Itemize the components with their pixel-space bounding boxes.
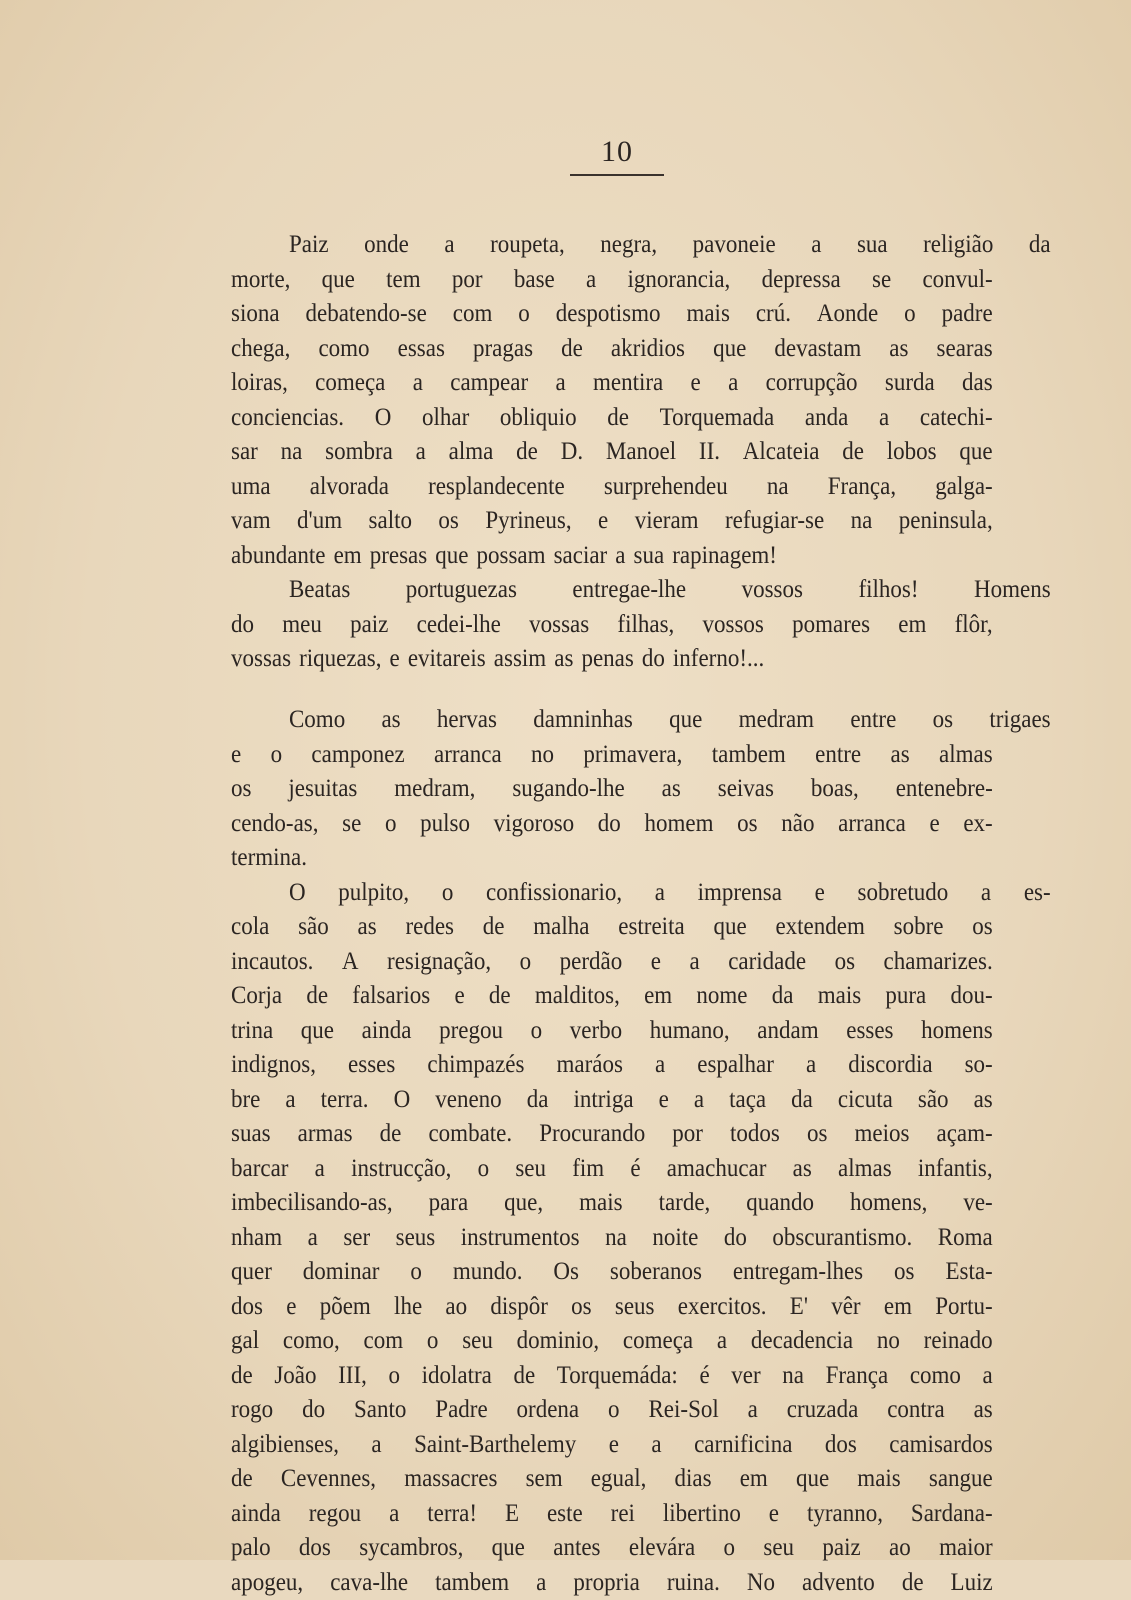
text-line: quer dominar o mundo. Os soberanos entregam-lhes os Esta- <box>231 1255 993 1290</box>
text-line: de Cevennes, massacres sem egual, dias em que mais sangue <box>231 1462 993 1497</box>
paragraph <box>231 573 993 677</box>
text-line: cola são as redes de malha estreita que extendem sobre os <box>231 910 993 945</box>
text-line: indignos, esses chimpazés maráos a espalhar a discordia so- <box>231 1048 993 1083</box>
text-block-top <box>231 228 993 677</box>
text-line: de João III, o idolatra de Torquemáda: é ver na França como a <box>231 1359 993 1394</box>
text-line: Paiz onde a roupeta, negra, pavoneie a sua religião da <box>231 228 1051 263</box>
text-line: vossas riquezas, e evitareis assim as penas do inferno!... <box>231 642 993 677</box>
text-line: palo dos sycambros, que antes elevára o seu paiz ao maior <box>231 1531 993 1566</box>
paragraph <box>231 876 993 1600</box>
text-line: Corja de falsarios e de malditos, em nome da mais pura dou- <box>231 979 993 1014</box>
text-line: chega, como essas pragas de akridios que devastam as searas <box>231 332 993 367</box>
text-line: apogeu, cava-lhe tambem a propria ruina. No advento de Luiz <box>231 1566 993 1600</box>
paragraph <box>231 703 993 876</box>
text-line: suas armas de combate. Procurando por todos os meios açam- <box>231 1117 993 1152</box>
text-line: O pulpito, o confissionario, a imprensa e sobretudo a es- <box>231 876 1051 911</box>
text-line: termina. <box>231 841 993 876</box>
text-line: uma alvorada resplandecente surprehendeu na França, galga- <box>231 470 993 505</box>
text-line: Beatas portuguezas entregae-lhe vossos filhos! Homens <box>231 573 1051 608</box>
text-block-bottom <box>231 703 993 1600</box>
page-number-rule <box>570 174 664 176</box>
text-line: rogo do Santo Padre ordena o Rei-Sol a cruzada contra as <box>231 1393 993 1428</box>
text-line: nham a ser seus instrumentos na noite do obscurantismo. Roma <box>231 1221 993 1256</box>
text-line: bre a terra. O veneno da intriga e a taça da cicuta são as <box>231 1083 993 1118</box>
paragraph <box>231 228 993 573</box>
page-number: 10 <box>570 132 664 172</box>
text-line: ainda regou a terra! E este rei libertino e tyranno, Sardana- <box>231 1497 993 1532</box>
text-line: vam d'um salto os Pyrineus, e vieram refugiar-se na peninsula, <box>231 504 993 539</box>
text-line: morte, que tem por base a ignorancia, depressa se convul- <box>231 263 993 298</box>
text-line: trina que ainda pregou o verbo humano, andam esses homens <box>231 1014 993 1049</box>
text-line: cendo-as, se o pulso vigoroso do homem os não arranca e ex- <box>231 807 993 842</box>
text-line: os jesuitas medram, sugando-lhe as seivas boas, entenebre- <box>231 772 993 807</box>
text-line: imbecilisando-as, para que, mais tarde, quando homens, ve- <box>231 1186 993 1221</box>
text-line: abundante em presas que possam saciar a sua rapinagem! <box>231 539 993 574</box>
text-line: loiras, começa a campear a mentira e a corrupção surda das <box>231 366 993 401</box>
text-line: incautos. A resignação, o perdão e a caridade os chamarizes. <box>231 945 993 980</box>
text-line: siona debatendo-se com o despotismo mais crú. Aonde o padre <box>231 297 993 332</box>
text-line: Como as hervas damninhas que medram entre os trigaes <box>231 703 1051 738</box>
text-line: conciencias. O olhar obliquio de Torquemada anda a catechi- <box>231 401 993 436</box>
text-line: e o camponez arranca no primavera, tambem entre as almas <box>231 738 993 773</box>
text-line: algibienses, a Saint-Barthelemy e a carnificina dos camisardos <box>231 1428 993 1463</box>
text-line: do meu paiz cedei-lhe vossas filhas, vossos pomares em flôr, <box>231 608 993 643</box>
text-line: sar na sombra a alma de D. Manoel II. Alcateia de lobos que <box>231 435 993 470</box>
text-line: gal como, com o seu dominio, começa a decadencia no reinado <box>231 1324 993 1359</box>
text-line: barcar a instrucção, o seu fim é amachucar as almas infantis, <box>231 1152 993 1187</box>
text-line: dos e põem lhe ao dispôr os seus exercitos. E' vêr em Portu- <box>231 1290 993 1325</box>
